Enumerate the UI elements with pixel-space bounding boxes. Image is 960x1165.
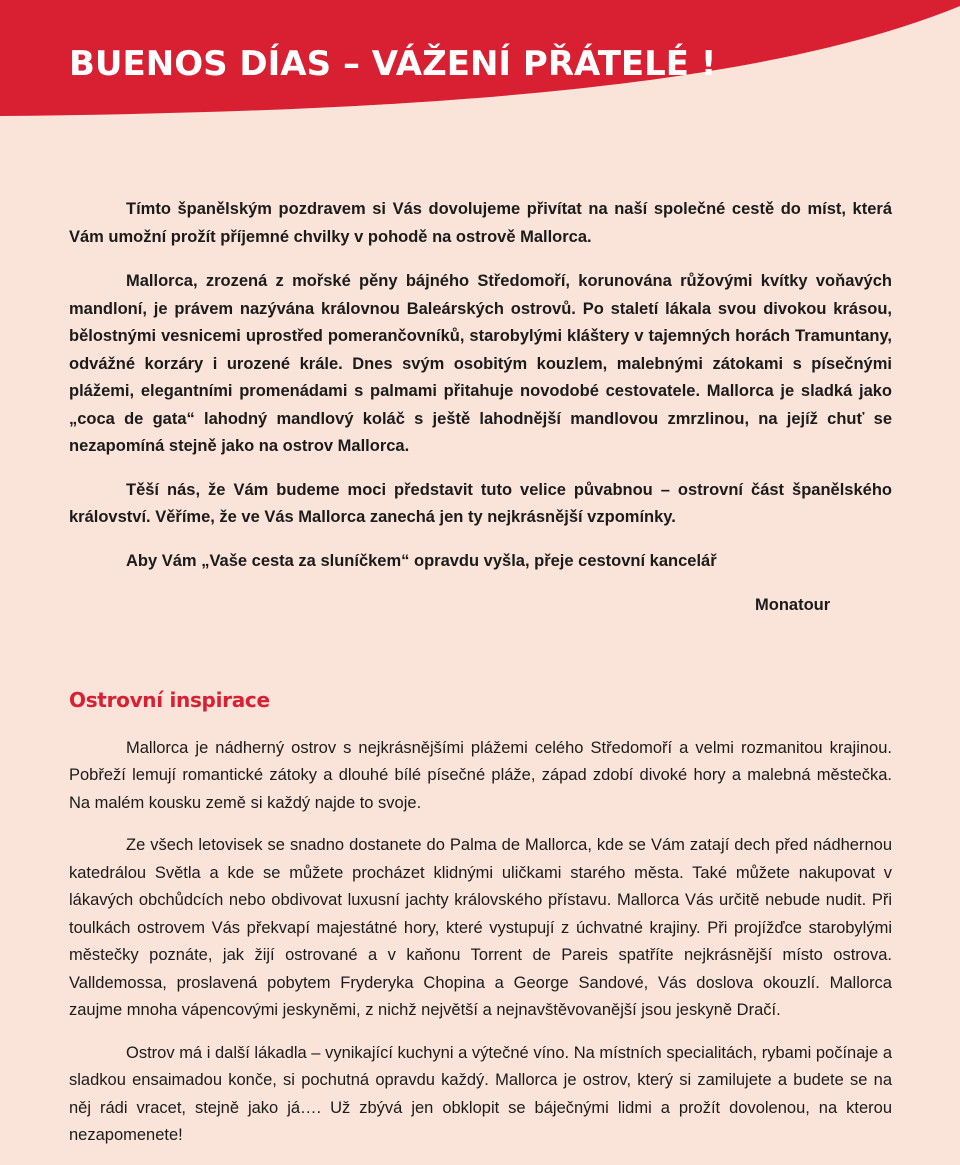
inspiration-section	[69, 687, 892, 1150]
intro-paragraph: Mallorca, zrozená z mořské pěny bájného Středomoří, korunována růžovými kvítky voňavých mandloní, je právem nazývána královnou Baleárských ostrovů. Po staletí lákala svou divokou krásou, bělostnými vesnicemi uprostřed pomerančovníků, starobylými kláštery v tajemných horách Tramuntany, odvážné korzáry i urozené krále. Dnes svým osobitým kouzlem, malebnými zátokami s písečnými plážemi, elegantními promenádami s palmami přitahuje novodobé cestovatele. Mallorca je sladká jako „coca de gata“ lahodný mandlový koláč s ještě lahodnější mandlovou zmrzlinou, na jejíž chuť se nezapomíná stejně jako na ostrov Mallorca.	[69, 272, 892, 455]
signature: Monatour	[755, 596, 831, 614]
intro-paragraph: Tímto španělským pozdravem si Vás dovolujeme přivítat na naší společné cestě do míst, která Vám umožní prožít příjemné chvilky v pohodě na ostrově Mallorca.	[69, 200, 892, 246]
section-heading: Ostrovní inspirace	[69, 687, 270, 712]
section-paragraph: Ze všech letovisek se snadno dostanete do Palma de Mallorca, kde se Vám zatají dech před nádhernou katedrálou Světla a kde se můžete procházet klidnými uličkami starého města. Také můžete nakupovat v lákavých obchůdcích nebo obdivovat luxusní jachty královského přístavu. Mallorca Vás určitě nebude nudit. Při toulkách ostrovem Vás překvapí majestátné hory, které vystupují z úchvatné krajiny. Při projížďce starobylými městečky poznáte, jak žijí ostrované a v kaňonu Torrent de Pareis spatříte nejkrásnější místo ostrova. Valldemossa, proslavená pobytem Fryderyka Chopina a George Sandové, Vás doslova okouzlí. Mallorca zaujme mnoha vápencovými jeskyněmi, z nichž největší a nejnavštěvovanější jsou jeskyně Dračí.	[69, 836, 892, 1019]
intro-paragraph: Aby Vám „Vaše cesta za sluníčkem“ opravdu vyšla, přeje cestovní kancelář	[126, 551, 717, 570]
page-title: BUENOS DÍAS – VÁŽENÍ PŘÁTELÉ !	[69, 44, 717, 84]
section-paragraph: Mallorca je nádherný ostrov s nejkrásnějšími plážemi celého Středomoří a velmi rozmanitou krajinou. Pobřeží lemují romantické zátoky a dlouhé bílé písečné pláže, západ zdobí divoké hory a malebná městečka. Na malém kousku země si každý najde to svoje.	[69, 738, 892, 812]
header-banner	[0, 0, 960, 130]
intro-section	[69, 196, 892, 620]
document-body	[69, 196, 892, 1165]
section-paragraph: Ostrov má i další lákadla – vynikající kuchyni a výtečné víno. Na místních specialitách, rybami počínaje a sladkou ensaimadou konče, si pochutná opravdu každý. Mallorca je ostrov, který si zamilujete a budete se na něj rádi vracet, stejně jako já…. Už zbývá jen obklopit se báječnými lidmi a prožít dovolenou, na kterou nezapomenete!	[69, 1043, 892, 1144]
intro-paragraph: Těší nás, že Vám budeme moci představit tuto velice půvabnou – ostrovní část španělského království. Věříme, že ve Vás Mallorca zanechá jen ty nejkrásnější vzpomínky.	[69, 480, 892, 526]
